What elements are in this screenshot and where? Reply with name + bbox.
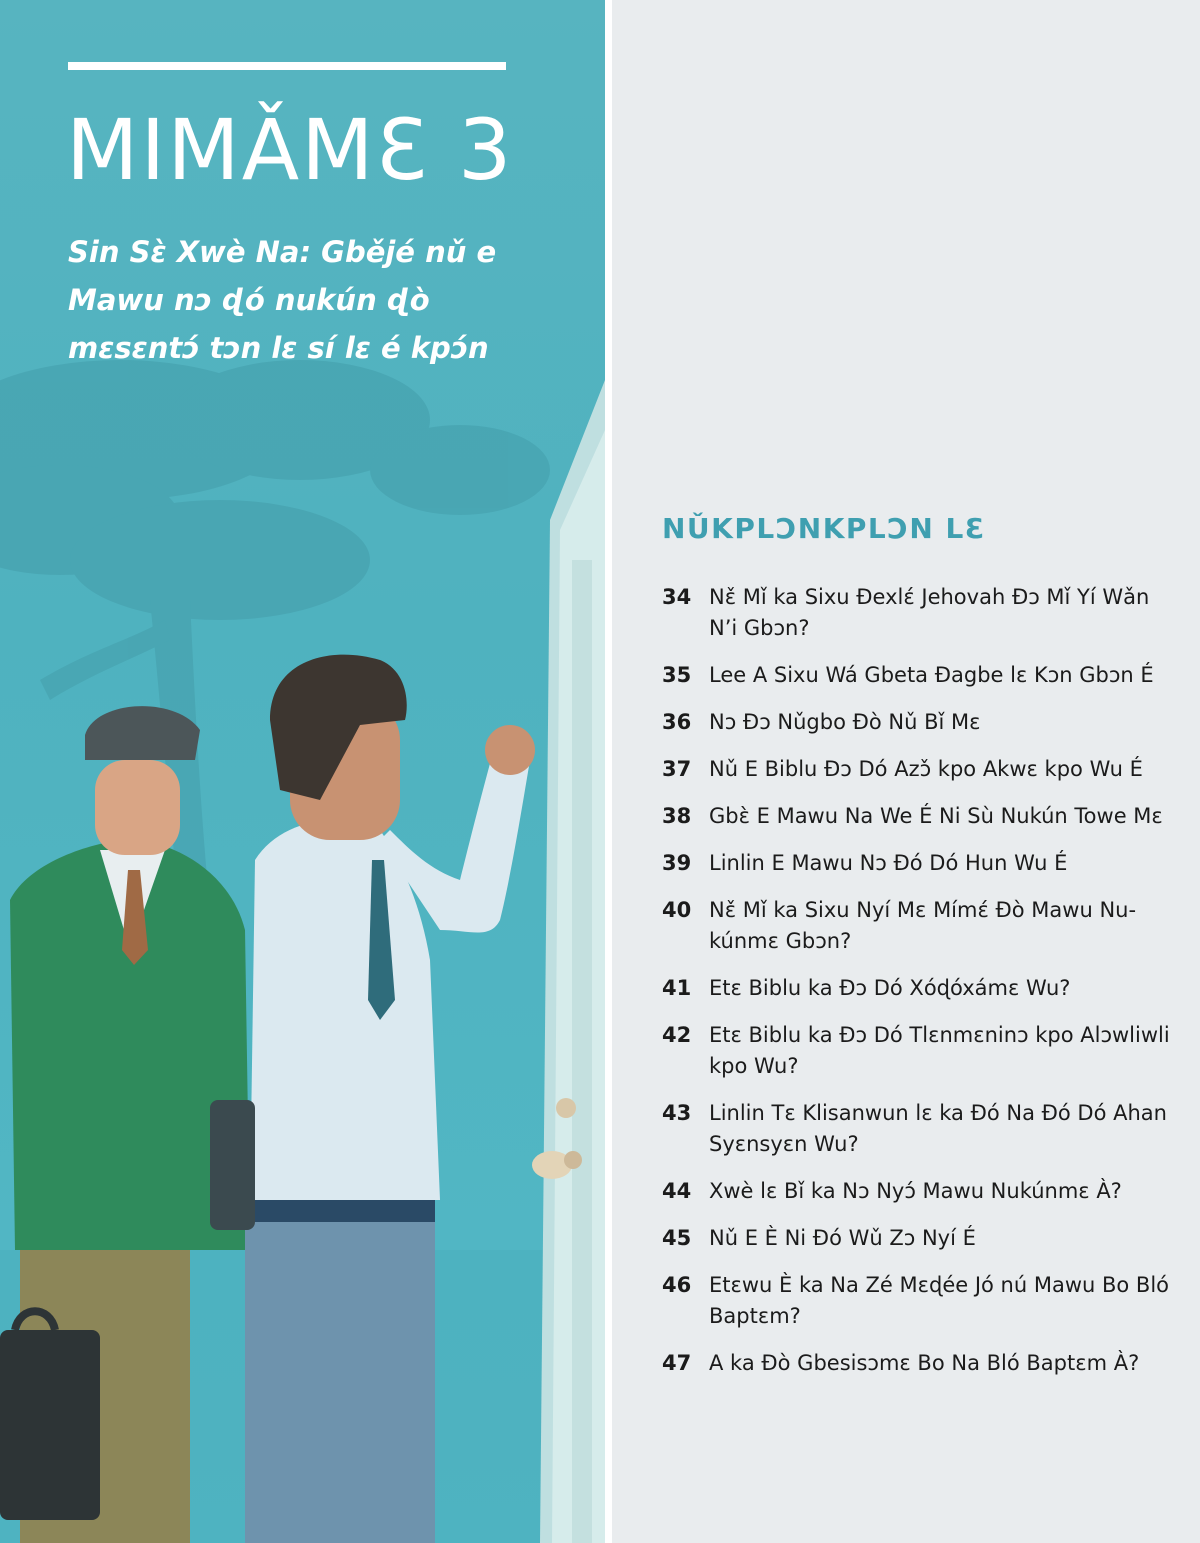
door [532,380,605,1543]
lesson-number: 41 [662,976,692,1000]
lesson-item[interactable] [662,801,1182,832]
title-rule [68,62,506,70]
lesson-title: Lee A Sixu Wá Gbeta Ðagbe lɛ Kɔn Gbɔn É [709,663,1154,687]
lesson-item[interactable] [662,707,1182,738]
lesson-title: Etɛ Biblu ka Ðɔ Dó Xóɖóxámɛ Wu? [709,976,1071,1000]
lesson-item[interactable] [662,1223,1182,1254]
lesson-item[interactable] [662,1098,1182,1160]
lesson-number: 45 [662,1226,692,1250]
lesson-number: 36 [662,710,692,734]
lesson-title: Nɛ̌ Mǐ ka Sixu Ðexlɛ́ Jehovah Ðɔ Mǐ Yí Wǎn N’i Gbɔn? [709,585,1150,640]
lesson-number: 38 [662,804,692,828]
lesson-item[interactable] [662,1270,1182,1332]
toc-heading: NǓKPLƆNKPLƆN LƐ [662,512,986,545]
lesson-item[interactable] [662,848,1182,879]
lesson-title: Nǔ E È Ni Ðó Wǔ Zɔ Nyí É [709,1226,976,1250]
lesson-list [662,582,1182,1395]
lesson-title: Linlin Tɛ Klisanwun lɛ ka Ðó Na Ðó Dó Ahan Syɛnsyɛn Wu? [709,1101,1167,1156]
lesson-number: 34 [662,585,692,609]
lesson-number: 39 [662,851,692,875]
part-title: MIMǍMƐ 3 [66,101,514,199]
lesson-item[interactable] [662,660,1182,691]
lesson-number: 35 [662,663,692,687]
part-subtitle: Sin Sɛ̀ Xwè Na: Gbějé nǔ e Mawu nɔ ɖó nukún ɖò mɛsɛntɔ́ tɔn lɛ sí lɛ é kpɔ́n [68,235,497,365]
lesson-number: 46 [662,1273,692,1297]
lesson-title: Etɛwu È ka Na Zé Mɛɖée Jó nú Mawu Bo Bló Baptɛm? [709,1273,1170,1328]
lesson-item[interactable] [662,1176,1182,1207]
lesson-item[interactable] [662,1348,1182,1379]
lesson-title: Etɛ Biblu ka Ðɔ Dó Tlɛnmɛninɔ kpo Alɔwliwli kpo Wu? [709,1023,1170,1078]
page-divider [605,0,612,1543]
lesson-number: 47 [662,1351,692,1375]
lesson-number: 44 [662,1179,692,1203]
lesson-number: 42 [662,1023,692,1047]
lesson-item[interactable] [662,754,1182,785]
lesson-title: Gbɛ̀ E Mawu Na We É Ni Sù Nukún Towe Mɛ [709,804,1163,828]
lesson-number: 40 [662,898,692,922]
lesson-item[interactable] [662,582,1182,644]
lesson-item[interactable] [662,895,1182,957]
lesson-title: Nɛ̌ Mǐ ka Sixu Nyí Mɛ Mímɛ́ Ðò Mawu Nu-kúnmɛ Gbɔn? [709,898,1137,953]
lesson-title: Xwè lɛ Bǐ ka Nɔ Nyɔ́ Mawu Nukúnmɛ À? [709,1179,1122,1203]
lesson-number: 43 [662,1101,692,1125]
lesson-number: 37 [662,757,692,781]
lesson-title: A ka Ðò Gbesisɔmɛ Bo Na Bló Baptɛm À? [709,1351,1140,1375]
lesson-title: Linlin E Mawu Nɔ Ðó Dó Hun Wu É [709,851,1068,875]
lesson-item[interactable] [662,973,1182,1004]
lesson-title: Nɔ Ðɔ Nǔgbo Ðò Nǔ Bǐ Mɛ [709,710,981,734]
lesson-item[interactable] [662,1020,1182,1082]
lesson-title: Nǔ E Biblu Ðɔ Dó Azɔ̌ kpo Akwɛ kpo Wu É [709,757,1143,781]
